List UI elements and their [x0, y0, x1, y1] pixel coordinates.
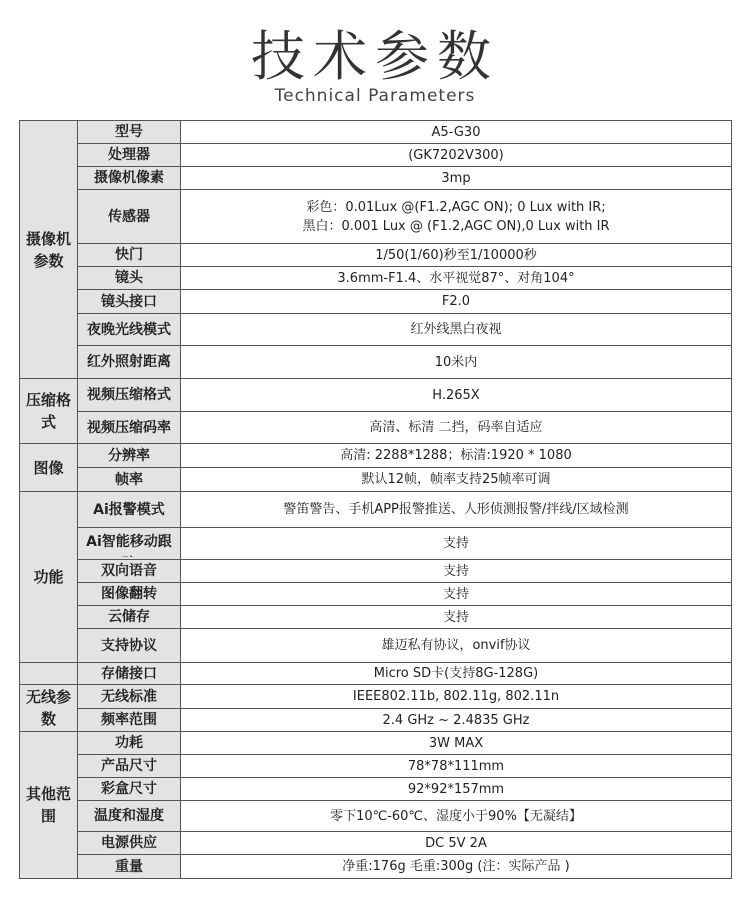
row-value: DC 5V 2A — [181, 832, 732, 855]
row-value: 92*92*157mm — [181, 778, 732, 801]
row-value: 警笛警告、手机APP报警推送、人形侦测报警/拌线/区域检测 — [181, 492, 732, 528]
table-row — [20, 685, 732, 709]
category-camera: 摄像机参数 — [20, 121, 78, 379]
row-label: 摄像机像素 — [78, 167, 181, 190]
sensor-color-line: 彩色：0.01Lux @(F1.2,AGC ON); 0 Lux with IR; — [306, 199, 606, 215]
table-row — [20, 190, 732, 244]
row-value: 10米内 — [181, 346, 732, 379]
table-row — [20, 755, 732, 778]
row-value: 78*78*111mm — [181, 755, 732, 778]
table-row — [20, 560, 732, 583]
category-other: 其他范围 — [20, 732, 78, 879]
category-function: 功能 — [20, 492, 78, 663]
table-row — [20, 144, 732, 167]
row-label: 双向语音 — [78, 560, 181, 583]
row-value: 支持 — [181, 528, 732, 560]
category-empty — [20, 663, 78, 685]
row-label: 红外照射距离 — [78, 346, 181, 379]
row-label: 镜头接口 — [78, 290, 181, 314]
row-label: 温度和湿度 — [78, 801, 181, 832]
row-value: IEEE802.11b, 802.11g, 802.11n — [181, 685, 732, 709]
row-label: 云储存 — [78, 606, 181, 629]
row-label: 视频压缩格式 — [78, 379, 181, 412]
table-row — [20, 528, 732, 560]
row-value: 支持 — [181, 560, 732, 583]
row-label: 频率范围 — [78, 709, 181, 732]
table-row — [20, 778, 732, 801]
row-value: Micro SD卡(支持8G-128G) — [181, 663, 732, 685]
table-row — [20, 663, 732, 685]
row-label: 存储接口 — [78, 663, 181, 685]
row-label: 视频压缩码率 — [78, 412, 181, 444]
row-value: F2.0 — [181, 290, 732, 314]
category-compression: 压缩格式 — [20, 379, 78, 444]
row-value: (GK7202V300) — [181, 144, 732, 167]
row-label: 快门 — [78, 244, 181, 267]
page-subtitle: Technical Parameters — [274, 86, 476, 106]
row-value: 3W MAX — [181, 732, 732, 755]
row-label: 无线标准 — [78, 685, 181, 709]
row-label: 夜晚光线模式 — [78, 314, 181, 346]
row-label: 功耗 — [78, 732, 181, 755]
table-row — [20, 444, 732, 468]
row-label: 帧率 — [78, 468, 181, 492]
row-label: 分辨率 — [78, 444, 181, 468]
row-value: 高清、标清 二挡，码率自适应 — [181, 412, 732, 444]
row-value: H.265X — [181, 379, 732, 412]
table-row — [20, 709, 732, 732]
table-row — [20, 244, 732, 267]
table-row — [20, 855, 732, 879]
row-value: 2.4 GHz ~ 2.4835 GHz — [181, 709, 732, 732]
row-label: 重量 — [78, 855, 181, 879]
table-row — [20, 346, 732, 379]
page-title: 技术参数 — [251, 25, 499, 88]
table-row — [20, 732, 732, 755]
row-value: 支持 — [181, 583, 732, 606]
row-label: 处理器 — [78, 144, 181, 167]
row-value: 净重:176g 毛重:300g (注：实际产品 ) — [181, 855, 732, 879]
sensor-bw-line: 黑白：0.001 Lux @ (F1.2,AGC ON),0 Lux with IR — [302, 218, 610, 234]
row-value: 支持 — [181, 606, 732, 629]
table-row — [20, 167, 732, 190]
row-value: 零下10℃-60℃、湿度小于90%【无凝结】 — [181, 801, 732, 832]
table-row — [20, 583, 732, 606]
row-label: 电源供应 — [78, 832, 181, 855]
table-row — [20, 267, 732, 290]
row-value: 1/50(1/60)秒至1/10000秒 — [181, 244, 732, 267]
row-value: 高清: 2288*1288；标清:1920 * 1080 — [181, 444, 732, 468]
table-row — [20, 290, 732, 314]
row-value: 雄迈私有协议，onvif协议 — [181, 629, 732, 663]
table-row — [20, 492, 732, 528]
category-wireless: 无线参数 — [20, 685, 78, 732]
table-row — [20, 412, 732, 444]
row-value: 3mp — [181, 167, 732, 190]
table-row — [20, 379, 732, 412]
category-image: 图像 — [20, 444, 78, 492]
table-row — [20, 121, 732, 144]
row-value: A5-G30 — [181, 121, 732, 144]
spec-table — [19, 120, 732, 879]
table-row — [20, 629, 732, 663]
table-row — [20, 606, 732, 629]
row-label: Ai报警模式 — [78, 492, 181, 528]
row-label: 支持协议 — [78, 629, 181, 663]
row-label: 产品尺寸 — [78, 755, 181, 778]
row-value — [181, 190, 732, 244]
row-label: 型号 — [78, 121, 181, 144]
row-label: 彩盒尺寸 — [78, 778, 181, 801]
row-value: 红外线黑白夜视 — [181, 314, 732, 346]
row-label-text: Ai智能移动跟 — [86, 533, 172, 550]
table-row — [20, 801, 732, 832]
table-row — [20, 468, 732, 492]
row-label — [78, 528, 181, 560]
row-value: 默认12帧，帧率支持25帧率可调 — [181, 468, 732, 492]
row-label: 传感器 — [78, 190, 181, 244]
table-row — [20, 314, 732, 346]
row-label: 图像翻转 — [78, 583, 181, 606]
row-label: 镜头 — [78, 267, 181, 290]
table-row — [20, 832, 732, 855]
row-value: 3.6mm-F1.4、水平视觉87°、对角104° — [181, 267, 732, 290]
